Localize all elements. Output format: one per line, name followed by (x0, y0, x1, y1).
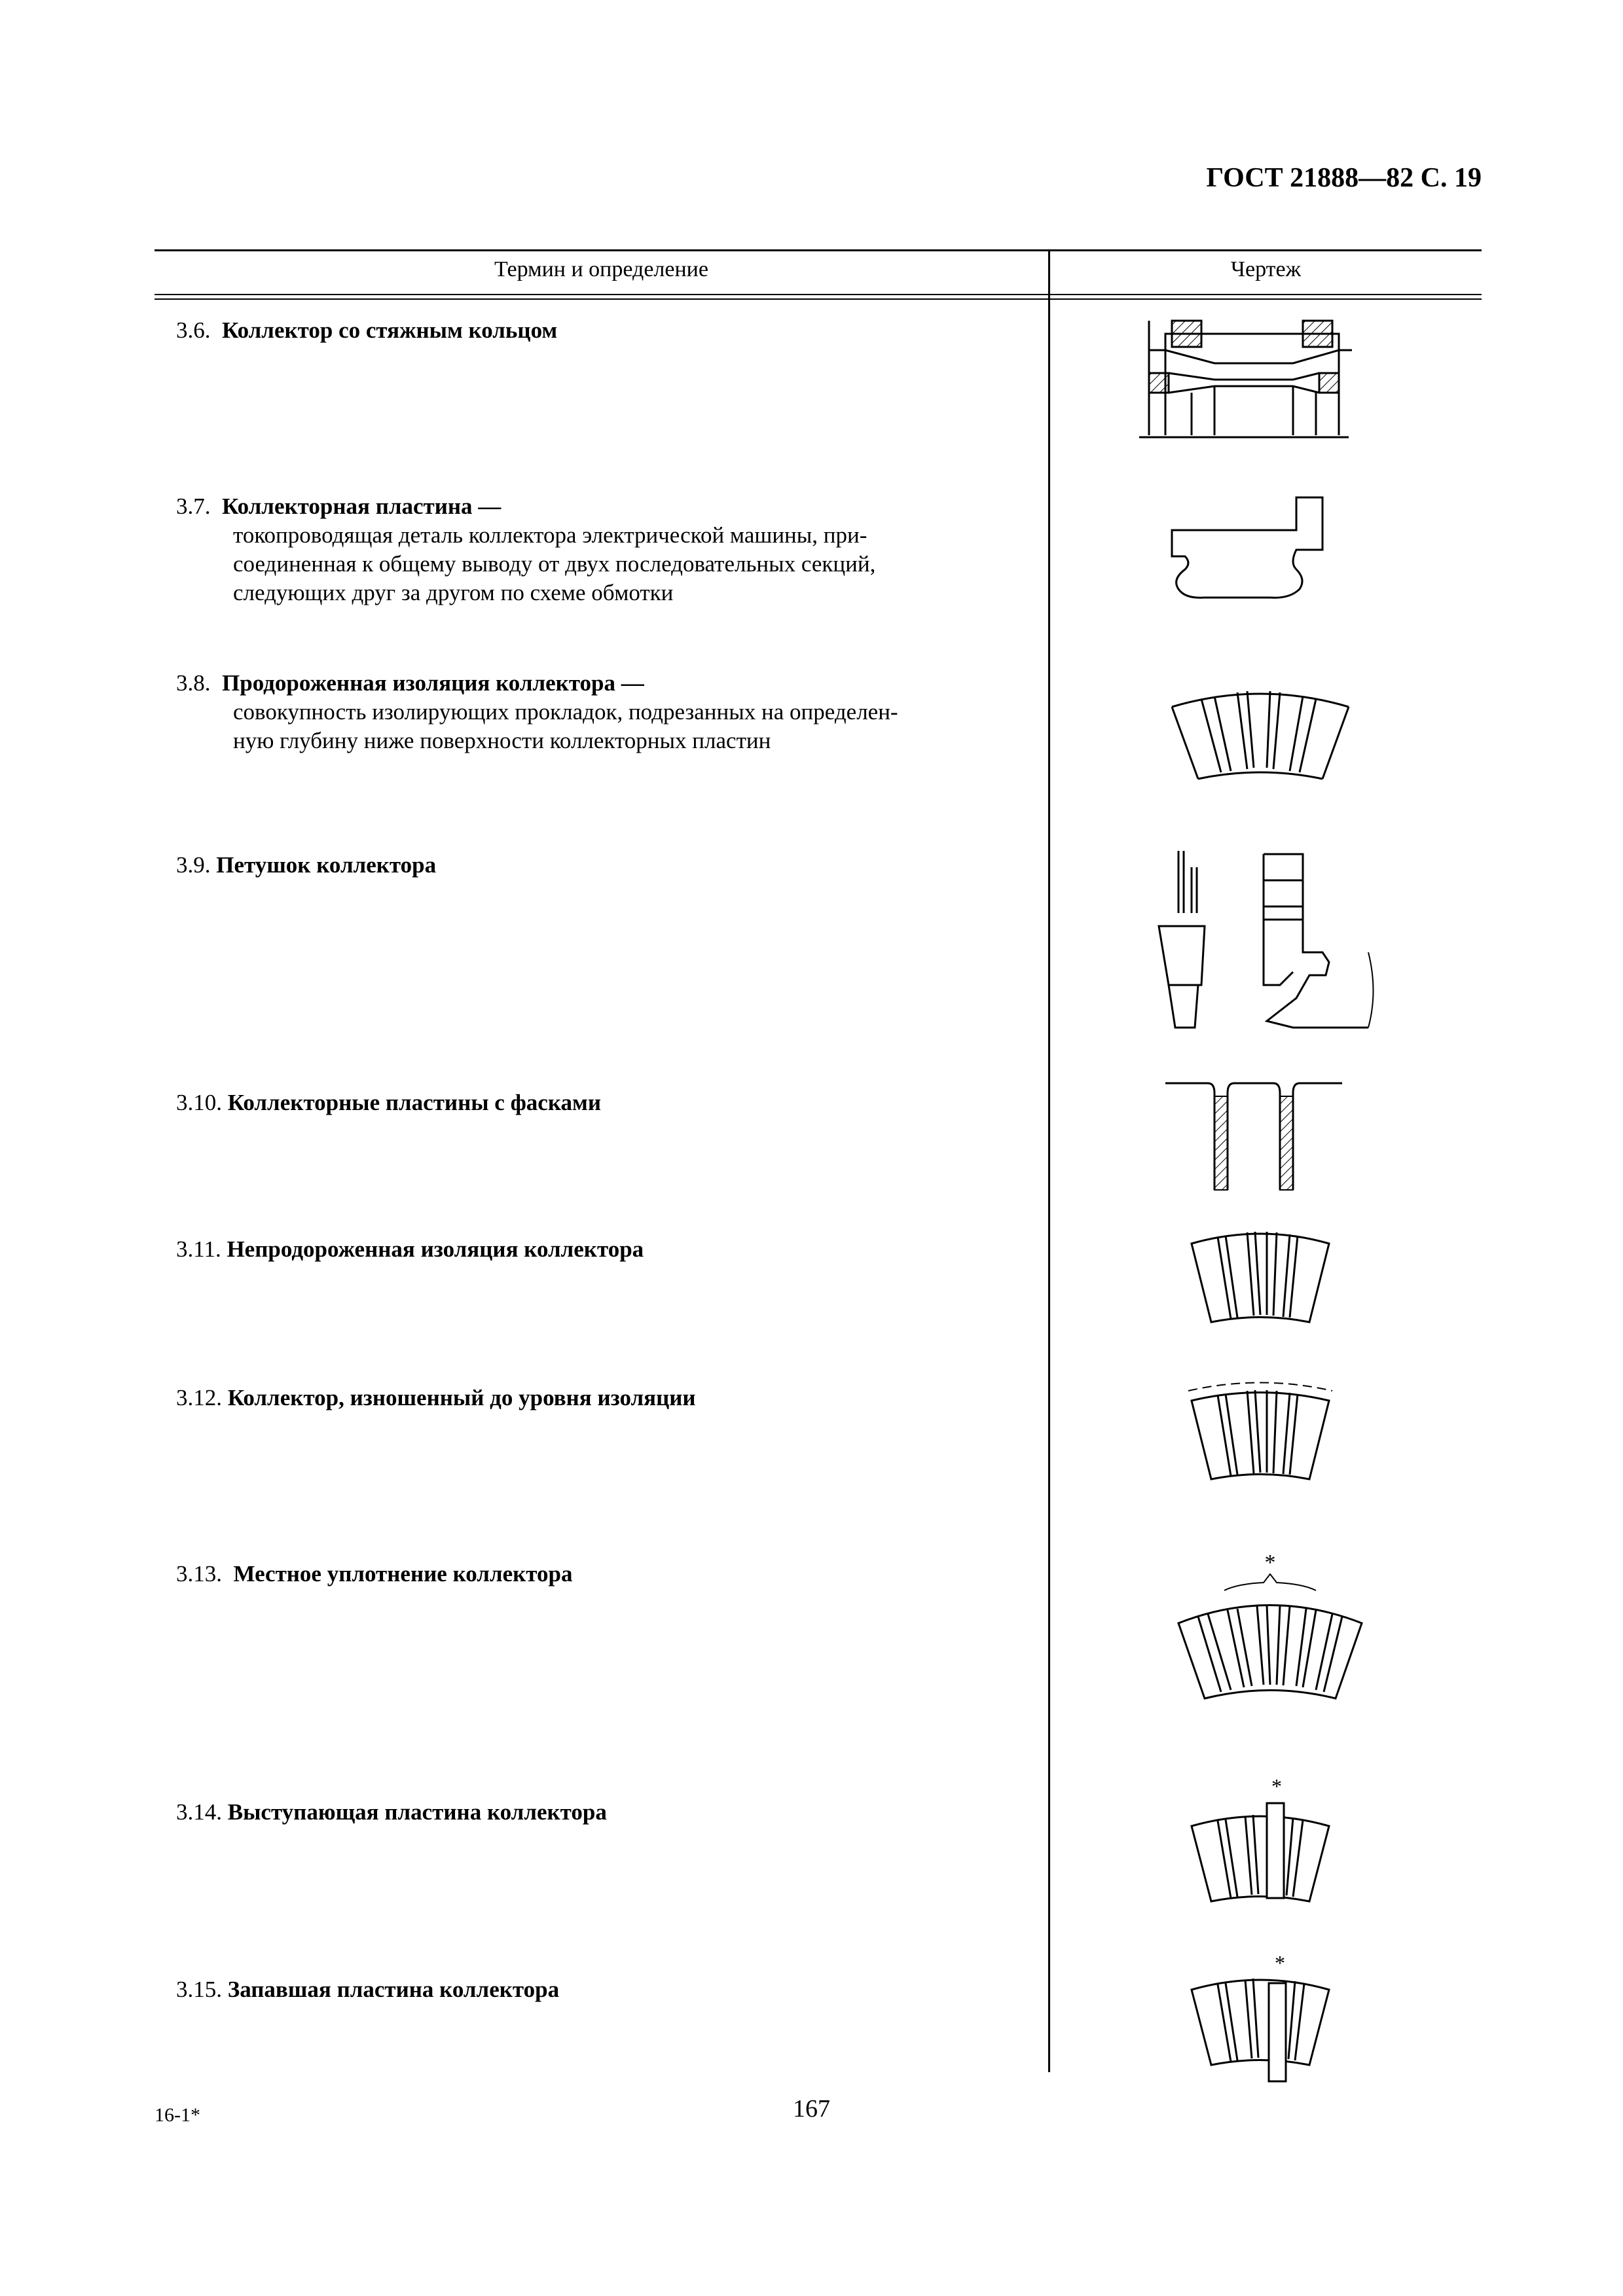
entry-definition (176, 698, 1037, 755)
drawing-undercut-insulation (1165, 681, 1355, 798)
entry-number: 3.12. (176, 1385, 222, 1410)
definition-line: следующих друг за другом по схеме обмотки (233, 580, 674, 605)
entry-3-13 (176, 1560, 1037, 1588)
entry-title: Петушок коллектора (216, 852, 437, 878)
entry-title: Коллектор со стяжным кольцом (222, 317, 558, 343)
entry-title: Коллектор, изношенный до уровня изоляции (227, 1385, 696, 1410)
entry-title: Запавшая пластина коллектора (227, 1977, 560, 2002)
footer-sheet-mark: 16-1* (155, 2104, 200, 2126)
entry-3-14 (176, 1798, 1037, 1827)
asterisk-mark: * (1275, 1951, 1285, 1975)
entry-title: Продороженная изоляция коллектора — (222, 670, 644, 696)
page-header: ГОСТ 21888—82 С. 19 (1206, 163, 1482, 193)
drawing-chamfered-bars (1162, 1073, 1345, 1191)
drawing-commutator-clamping-ring (1136, 314, 1352, 445)
entry-number: 3.11. (176, 1236, 221, 1262)
entry-3-8 (176, 669, 1037, 755)
entry-3-6 (176, 316, 1037, 345)
entry-3-15 (176, 1975, 1037, 2004)
entry-definition (176, 521, 1037, 607)
entry-3-10 (176, 1088, 1037, 1117)
drawing-protruding-bar (1185, 1774, 1342, 1908)
drawing-riser (1152, 848, 1381, 1031)
asterisk-mark: * (1264, 1551, 1276, 1575)
entry-3-9 (176, 851, 1037, 880)
drawing-commutator-bar (1165, 494, 1329, 605)
entry-title: Коллекторные пластины с фасками (227, 1090, 601, 1115)
entry-title: Местное уплотнение коллектора (233, 1561, 573, 1587)
entry-number: 3.13. (176, 1561, 222, 1587)
entry-title: Непродороженная изоляция коллектора (227, 1236, 644, 1262)
drawing-sunken-bar (1185, 1951, 1342, 2085)
definition-line: соединенная к общему выводу от двух последовательных секций, (233, 551, 876, 577)
header-rule-1 (155, 294, 1482, 295)
entry-3-12 (176, 1384, 1037, 1412)
entry-number: 3.6. (176, 317, 211, 343)
definition-line: ную глубину ниже поверхности коллекторных пластин (233, 728, 771, 753)
definition-line: совокупность изолирующих прокладок, подрезанных на определен- (233, 699, 898, 725)
drawing-local-compaction (1172, 1551, 1368, 1702)
column-header-drawing: Чертеж (1230, 257, 1302, 281)
entry-number: 3.9. (176, 852, 211, 878)
column-header-term: Термин и определение (494, 257, 708, 281)
drawing-worn-to-insulation (1185, 1371, 1336, 1482)
entry-number: 3.10. (176, 1090, 222, 1115)
asterisk-mark: * (1271, 1774, 1282, 1798)
column-divider (1048, 249, 1050, 2072)
entry-number: 3.15. (176, 1977, 222, 2002)
definition-line: токопроводящая деталь коллектора электрической машины, при- (233, 522, 867, 548)
entry-number: 3.7. (176, 493, 211, 519)
entry-3-7 (176, 492, 1037, 607)
page-number: 167 (793, 2095, 830, 2123)
table-top-rule (155, 249, 1482, 251)
entry-3-11 (176, 1235, 1037, 1264)
entry-number: 3.14. (176, 1799, 222, 1825)
entry-title: Выступающая пластина коллектора (227, 1799, 607, 1825)
entry-title: Коллекторная пластина — (222, 493, 501, 519)
header-rule-2 (155, 298, 1482, 300)
drawing-non-undercut-insulation (1185, 1224, 1336, 1329)
entry-number: 3.8. (176, 670, 211, 696)
